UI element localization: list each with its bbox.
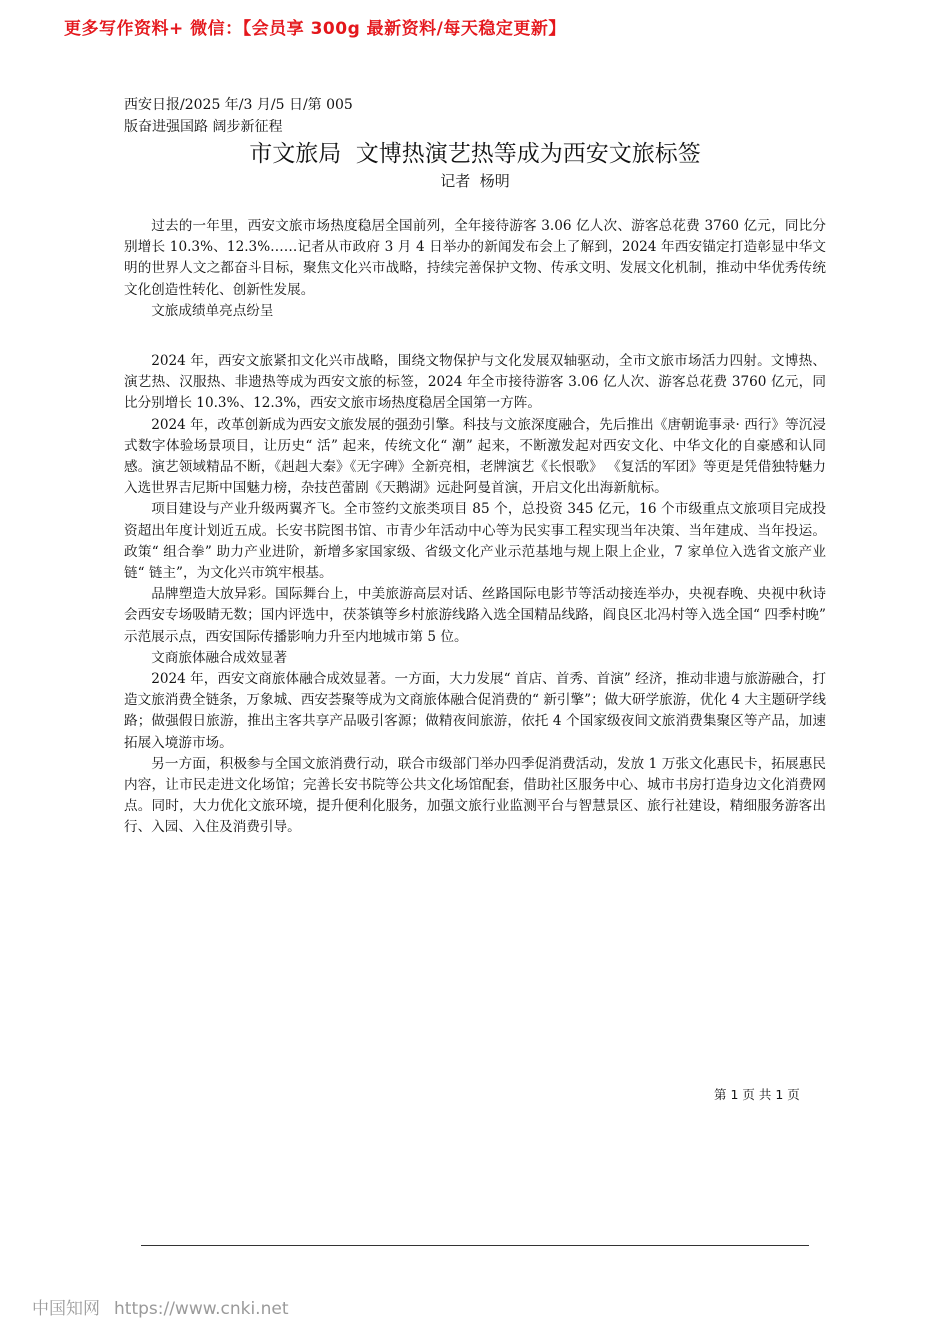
watermark-url: https://www.cnki.net [114,1299,289,1319]
cnki-watermark [32,1294,288,1319]
article-headline: 市文旅局 文博热演艺热等成为西安文旅标签 [249,141,701,167]
paragraph-branding: 品牌塑造大放异彩。国际舞台上，中美旅游高层对话、丝路国际电影节等活动接连举办，央视春晚、央视中秋诗会西安专场吸睛无数；国内评选中，茯茶镇等乡村旅游线路入选全国精品线路，阎良区北冯村等入选全国“ 四季村晚” 示范展示点，西安国际传播影响力升至内地城市第 5 位。 [124,586,826,645]
watermark-site-name: 中国知网 [32,1299,100,1319]
section-heading-achievements: 文旅成绩单亮点纷呈 [151,302,274,319]
article-body [124,216,826,839]
promo-banner: 更多写作资料+ 微信：【会员享 300g 最新资料/每天稳定更新】 [64,19,566,39]
publication-source: 西安日报/2025 年/3 月/5 日/第 005 [124,97,353,113]
column-title: 版奋进强国路 阔步新征程 [124,119,283,135]
section-heading-integration: 文商旅体融合成效显著 [151,649,288,666]
page-number: 第 1 页 共 1 页 [714,1087,800,1102]
article-byline: 记者 杨明 [440,172,510,190]
paragraph-projects: 项目建设与产业升级两翼齐飞。全市签约文旅类项目 85 个，总投资 345 亿元，16 个市级重点文旅项目完成投资超出年度计划近五成。长安书院图书馆、市青少年活动中心等为民实事工程实现当年决策、当年建成、当年投运。政策“ 组合拳” 助力产业进阶，新增多家国家级、省级文化产业示范基地与规上限上企业，7 家单位入选省文旅产业链“ 链主”，为文化兴市筑牢根基。 [124,501,826,582]
paragraph-market: 2024 年，西安文旅紧扣文化兴市战略，围绕文物保护与文化发展双轴驱动，全市文旅市场活力四射。文博热、演艺热、汉服热、非遗热等成为西安文旅的标签，2024 年全市接待游客 3.06 亿人次、游客总花费 3760 亿元，同比分别增长 10.3%、12.3%，西安文旅市场热度稳居全国第一方阵。 [124,353,826,412]
paragraph-innovation: 2024 年，改革创新成为西安文旅发展的强劲引擎。科技与文旅深度融合，先后推出《唐朝诡事录· 西行》等沉浸式数字体验场景项目，让历史“ 活” 起来，传统文化“ 潮” 起来，不断激发起对西安文化、中华文化的自豪感和认同感。演艺领域精品不断，《赳赳大秦》《无字碑》全新亮相，老牌演艺《长恨歌》 《复活的军团》等更是凭借独特魅力入选世界吉尼斯中国魅力榜，杂技芭蕾剧《天鹅湖》远赴阿曼首演，开启文化出海新航标。 [124,416,826,497]
paragraph-intro: 过去的一年里，西安文旅市场热度稳居全国前列，全年接待游客 3.06 亿人次、游客总花费 3760 亿元，同比分别增长 10.3%、12.3%……记者从市政府 3 月 4 日举办的新闻发布会上了解到，2024 年西安锚定打造彰显中华文明的世界人文之都奋斗目标，聚焦文化兴市战略，持续完善保护文物、传承文明、发展文化机制，推动中华优秀传统文化创造性转化、创新性发展。 [124,218,826,298]
paragraph-integration: 2024 年，西安文商旅体融合成效显著。一方面，大力发展“ 首店、首秀、首演” 经济，推动非遗与旅游融合，打造文旅消费全链条，万象城、西安荟聚等成为文商旅体融合促消费的“ 新引擎”；做大研学旅游，优化 4 大主题研学线路；做强假日旅游，推出主客共享产品吸引客源；做精夜间旅游，依托 4 个国家级夜间文旅消费集聚区等产品，加速拓展入境游市场。 [124,671,826,751]
paragraph-gap [124,322,826,351]
paragraph-consumption: 另一方面，积极参与全国文旅消费行动，联合市级部门举办四季促消费活动，发放 1 万张文化惠民卡，拓展惠民内容，让市民走进文化场馆；完善长安书院等公共文化场馆配套，借助社区服务中心、城市书房打造身边文化消费网点。同时，大力优化文旅环境，提升便利化服务，加强文旅行业监测平台与智慧景区、旅行社建设，精细服务游客出行、入园、入住及消费引导。 [124,755,826,836]
footer-divider [141,1245,809,1246]
